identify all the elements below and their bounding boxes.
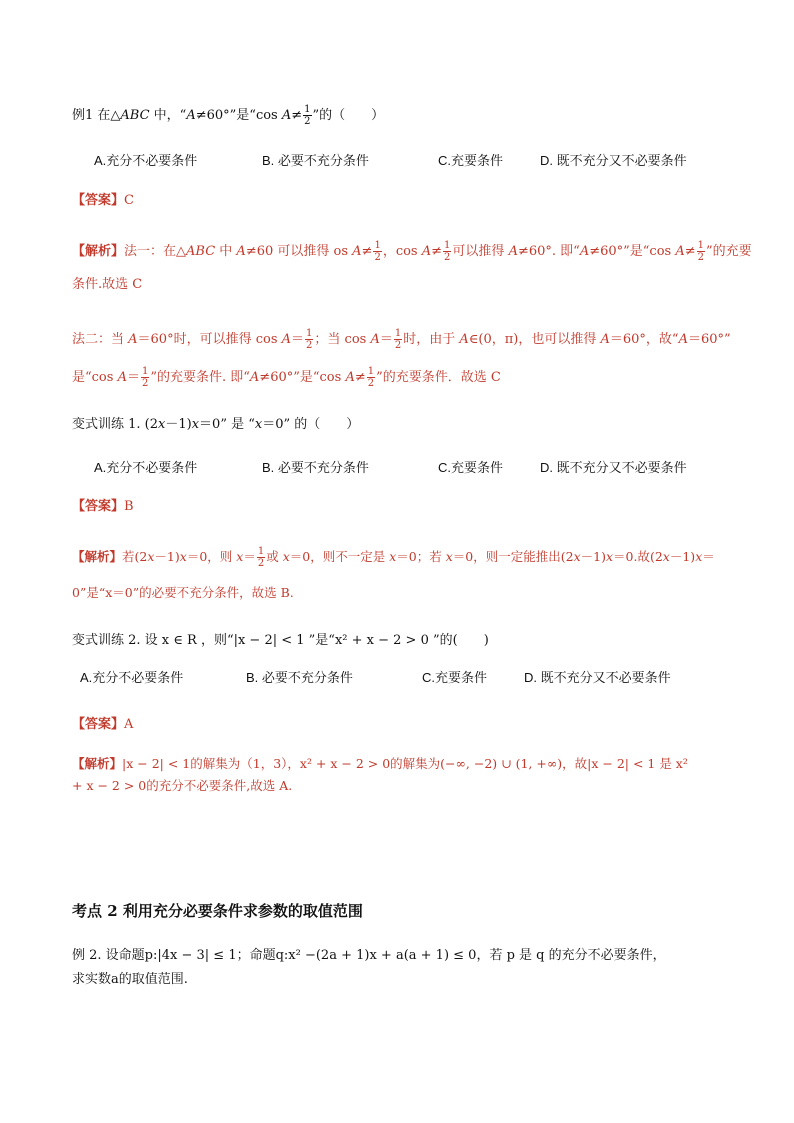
ex1-abc: ABC [120, 108, 150, 123]
frac-num: 1 [257, 546, 265, 557]
explanation-3-line-1 [72, 755, 688, 773]
exp1b-l1e: ∈(0，π)，也可以推得 [468, 332, 601, 347]
explanation-1-line-2 [72, 276, 142, 294]
exp2-l1g: ＝0；若 [396, 549, 446, 564]
exp1-neq: ≠ [361, 244, 373, 259]
v1-x: x [158, 417, 166, 432]
exp1b-a: A [117, 370, 127, 385]
explanation-1b-line-1 [72, 328, 731, 351]
fraction [697, 240, 705, 263]
fraction [303, 104, 311, 127]
exp1-a: A [675, 244, 685, 259]
exp2-l1c: ＝0，则 [186, 549, 237, 564]
exp1-l1g: ≠60°”是“cos [589, 244, 676, 259]
frac-den: 2 [304, 116, 311, 127]
v1-text3: ＝0” 是 “ [199, 417, 255, 432]
exp2-l1j: ＝ [702, 549, 715, 564]
exp2-x: x [605, 549, 614, 564]
frac-num: 1 [141, 366, 149, 377]
exp1-l1b: 中 [215, 244, 237, 259]
ex1-a2: A [281, 108, 292, 123]
exp1-l1e: 可以推得 [452, 244, 509, 259]
v1-text2: －1) [165, 417, 192, 432]
explanation-label: 【解析】 [72, 756, 123, 771]
fraction [257, 546, 265, 569]
exp1b-eq: ＝ [379, 332, 393, 347]
explanation-1-line-1 [72, 240, 752, 263]
exp1-neq: ≠ [684, 244, 696, 259]
exp1b-a: A [281, 332, 292, 347]
frac-den: 2 [444, 252, 451, 263]
exp1-abc: ABC [186, 244, 216, 259]
exp2-x: x [695, 549, 703, 564]
exp1-neq: ≠ [431, 244, 443, 259]
explanation-1b-line-2 [72, 366, 501, 389]
option-a: A.充分不必要条件 [80, 670, 184, 685]
exp1-a: A [352, 244, 362, 259]
exp1b-l2c: ≠60°”是“cos [259, 370, 346, 385]
option-c: C.充要条件 [422, 670, 488, 685]
frac-num: 1 [444, 240, 451, 251]
ex1-pre: 例1 在△ [72, 108, 121, 123]
option-d: D. 既不充分又不必要条件 [524, 670, 671, 685]
fraction [141, 366, 149, 389]
exp1-a: A [421, 244, 432, 259]
frac-den: 2 [306, 340, 313, 351]
example-2-line-2 [72, 971, 188, 989]
answer-label: 【答案】 [72, 499, 125, 514]
option-c: C.充要条件 [438, 153, 504, 168]
frac-num: 1 [374, 240, 381, 251]
exp1b-eq: ＝ [291, 332, 305, 347]
answer-1 [72, 192, 134, 210]
exp1b-a: A [249, 370, 260, 385]
frac-den: 2 [394, 340, 402, 351]
exp1-l1c: ≠60 可以推得 os [245, 244, 353, 259]
exp1b-a: A [370, 332, 380, 347]
explanation-label: 【解析】 [72, 549, 123, 564]
exp2-x: x [445, 549, 453, 564]
ex2-l2: 求实数a的取值范围. [72, 972, 188, 987]
exp2-l2: 0”是“x＝0”的必要不充分条件，故选 B. [72, 585, 294, 600]
answer-2 [72, 498, 134, 516]
frac-num: 1 [697, 240, 705, 251]
option-a: A.充分不必要条件 [94, 153, 198, 168]
exp1b-l2d: ”的充要条件．故选 C [376, 370, 501, 385]
exp1b-a: A [600, 332, 610, 347]
exp1-a: A [508, 244, 518, 259]
exp1-l1a: 法一：在△ [124, 244, 187, 259]
exp2-l1f: ＝0，则不一定是 [289, 549, 390, 564]
answer-value: C [124, 193, 134, 208]
exp3-l2: + x − 2 > 0的充分不必要条件,故选 A. [72, 778, 293, 793]
exp1b-a: A [459, 332, 469, 347]
option-d: D. 既不充分又不必要条件 [540, 153, 687, 168]
explanation-2-line-2 [72, 584, 294, 602]
exp1b-l1b: ＝60°时，可以推得 cos [137, 332, 282, 347]
answer-3 [72, 716, 133, 734]
exp2-l1b: －1) [580, 549, 606, 564]
exp2-l1a: 若(2 [122, 549, 148, 564]
option-a: A.充分不必要条件 [94, 460, 198, 475]
exp2-x: x [147, 549, 155, 564]
answer-value: A [124, 717, 134, 732]
frac-den: 2 [257, 558, 265, 569]
exp2-l1e: 或 [266, 549, 283, 564]
exp1b-neq: ≠ [354, 370, 366, 385]
v2-text: 变式训练 2. 设 x ∈ R ，则“|x − 2| < 1 ”是“x² + x − 2 > 0 ”的( ) [72, 633, 489, 648]
frac-num: 1 [306, 328, 313, 339]
option-b: B. 必要不充分条件 [246, 670, 353, 685]
exp1b-l1f: ＝60°，故“ [609, 332, 679, 347]
ex2-l1: 例 2. 设命题p:|4x − 3| ≤ 1；命题q:x² −(2a + 1)x + a(a + 1) ≤ 0，若 p 是 q 的充分不必要条件， [72, 948, 666, 963]
exp2-l1h: ＝0，则一定能推出(2 [452, 549, 574, 564]
example-1-question [72, 104, 384, 127]
exp3-l1: |x − 2| < 1的解集为（1，3），x² + x − 2 > 0的解集为(−∞, −2) ∪ (1, +∞)，故|x − 2| < 1 是 x² [122, 756, 688, 771]
answer-label: 【答案】 [72, 717, 125, 732]
exp1b-l1c: ；当 cos [314, 332, 371, 347]
v1-text4: ＝0” 的（ ） [262, 417, 360, 432]
exp1b-a: A [678, 332, 688, 347]
section-heading: 考点 2 利用充分必要条件求参数的取值范围 [72, 902, 363, 920]
v1-x: x [254, 417, 263, 432]
exp1-l1d: ，cos [382, 244, 422, 259]
frac-den: 2 [374, 252, 381, 263]
exp2-l1i: ＝0.故(2 [613, 549, 663, 564]
fraction [394, 328, 402, 351]
exp1b-l2a: 是“cos [72, 370, 118, 385]
option-b: B. 必要不充分条件 [262, 153, 369, 168]
frac-num: 1 [367, 366, 375, 377]
fraction [443, 240, 451, 263]
v1-text1: 变式训练 1. (2 [72, 417, 159, 432]
ex1-mid: 中，“ [149, 108, 187, 123]
fraction [367, 366, 375, 389]
exp1-l1f: ≠60°. 即“ [517, 244, 580, 259]
example-2-line-1 [72, 947, 666, 965]
ex1-neq: ≠ [291, 108, 303, 123]
frac-num: 1 [304, 104, 311, 115]
v1-x: x [191, 417, 200, 432]
frac-den: 2 [141, 378, 149, 389]
exp1b-eq: ＝ [126, 370, 140, 385]
exp1-l1h: ”的充要 [706, 244, 752, 259]
exp2-x: x [236, 549, 244, 564]
option-c: C.充要条件 [438, 460, 504, 475]
exp1b-l1d: 时，由于 [403, 332, 460, 347]
exp2-l1b: －1) [154, 549, 180, 564]
fraction [373, 240, 381, 263]
exp1b-l1a: 法二：当 [72, 332, 129, 347]
fraction [305, 328, 313, 351]
frac-num: 1 [394, 328, 402, 339]
exp1-a: A [236, 244, 246, 259]
answer-label: 【答案】 [72, 193, 125, 208]
exp2-x: x [389, 549, 397, 564]
option-b: B. 必要不充分条件 [262, 460, 369, 475]
variant-2-question [72, 632, 489, 650]
explanation-3-line-2 [72, 777, 292, 795]
variant-1-question [72, 416, 359, 434]
exp1b-l1g: ＝60°” [687, 332, 731, 347]
answer-value: B [124, 499, 134, 514]
exp1-l2: 条件.故选 C [72, 277, 143, 292]
exp2-x: x [179, 549, 187, 564]
exp2-l1b: －1) [669, 549, 696, 564]
frac-den: 2 [697, 252, 705, 263]
exp2-x: x [662, 549, 670, 564]
ex1-post: ”的（ ） [312, 108, 385, 123]
ex1-neq60: ≠60°”是“cos [195, 108, 282, 123]
exp1b-a: A [345, 370, 355, 385]
exp2-x: x [573, 549, 581, 564]
option-d: D. 既不充分又不必要条件 [540, 460, 687, 475]
explanation-label: 【解析】 [72, 244, 125, 259]
explanation-2-line-1 [72, 546, 715, 569]
exp2-x: x [282, 549, 290, 564]
ex1-a1: A [186, 108, 196, 123]
frac-den: 2 [367, 378, 375, 389]
exp2-l1d: ＝ [243, 549, 256, 564]
exp1-a: A [579, 244, 590, 259]
exp1b-a: A [128, 332, 138, 347]
exp1b-l2b: ”的充要条件. 即“ [150, 370, 250, 385]
